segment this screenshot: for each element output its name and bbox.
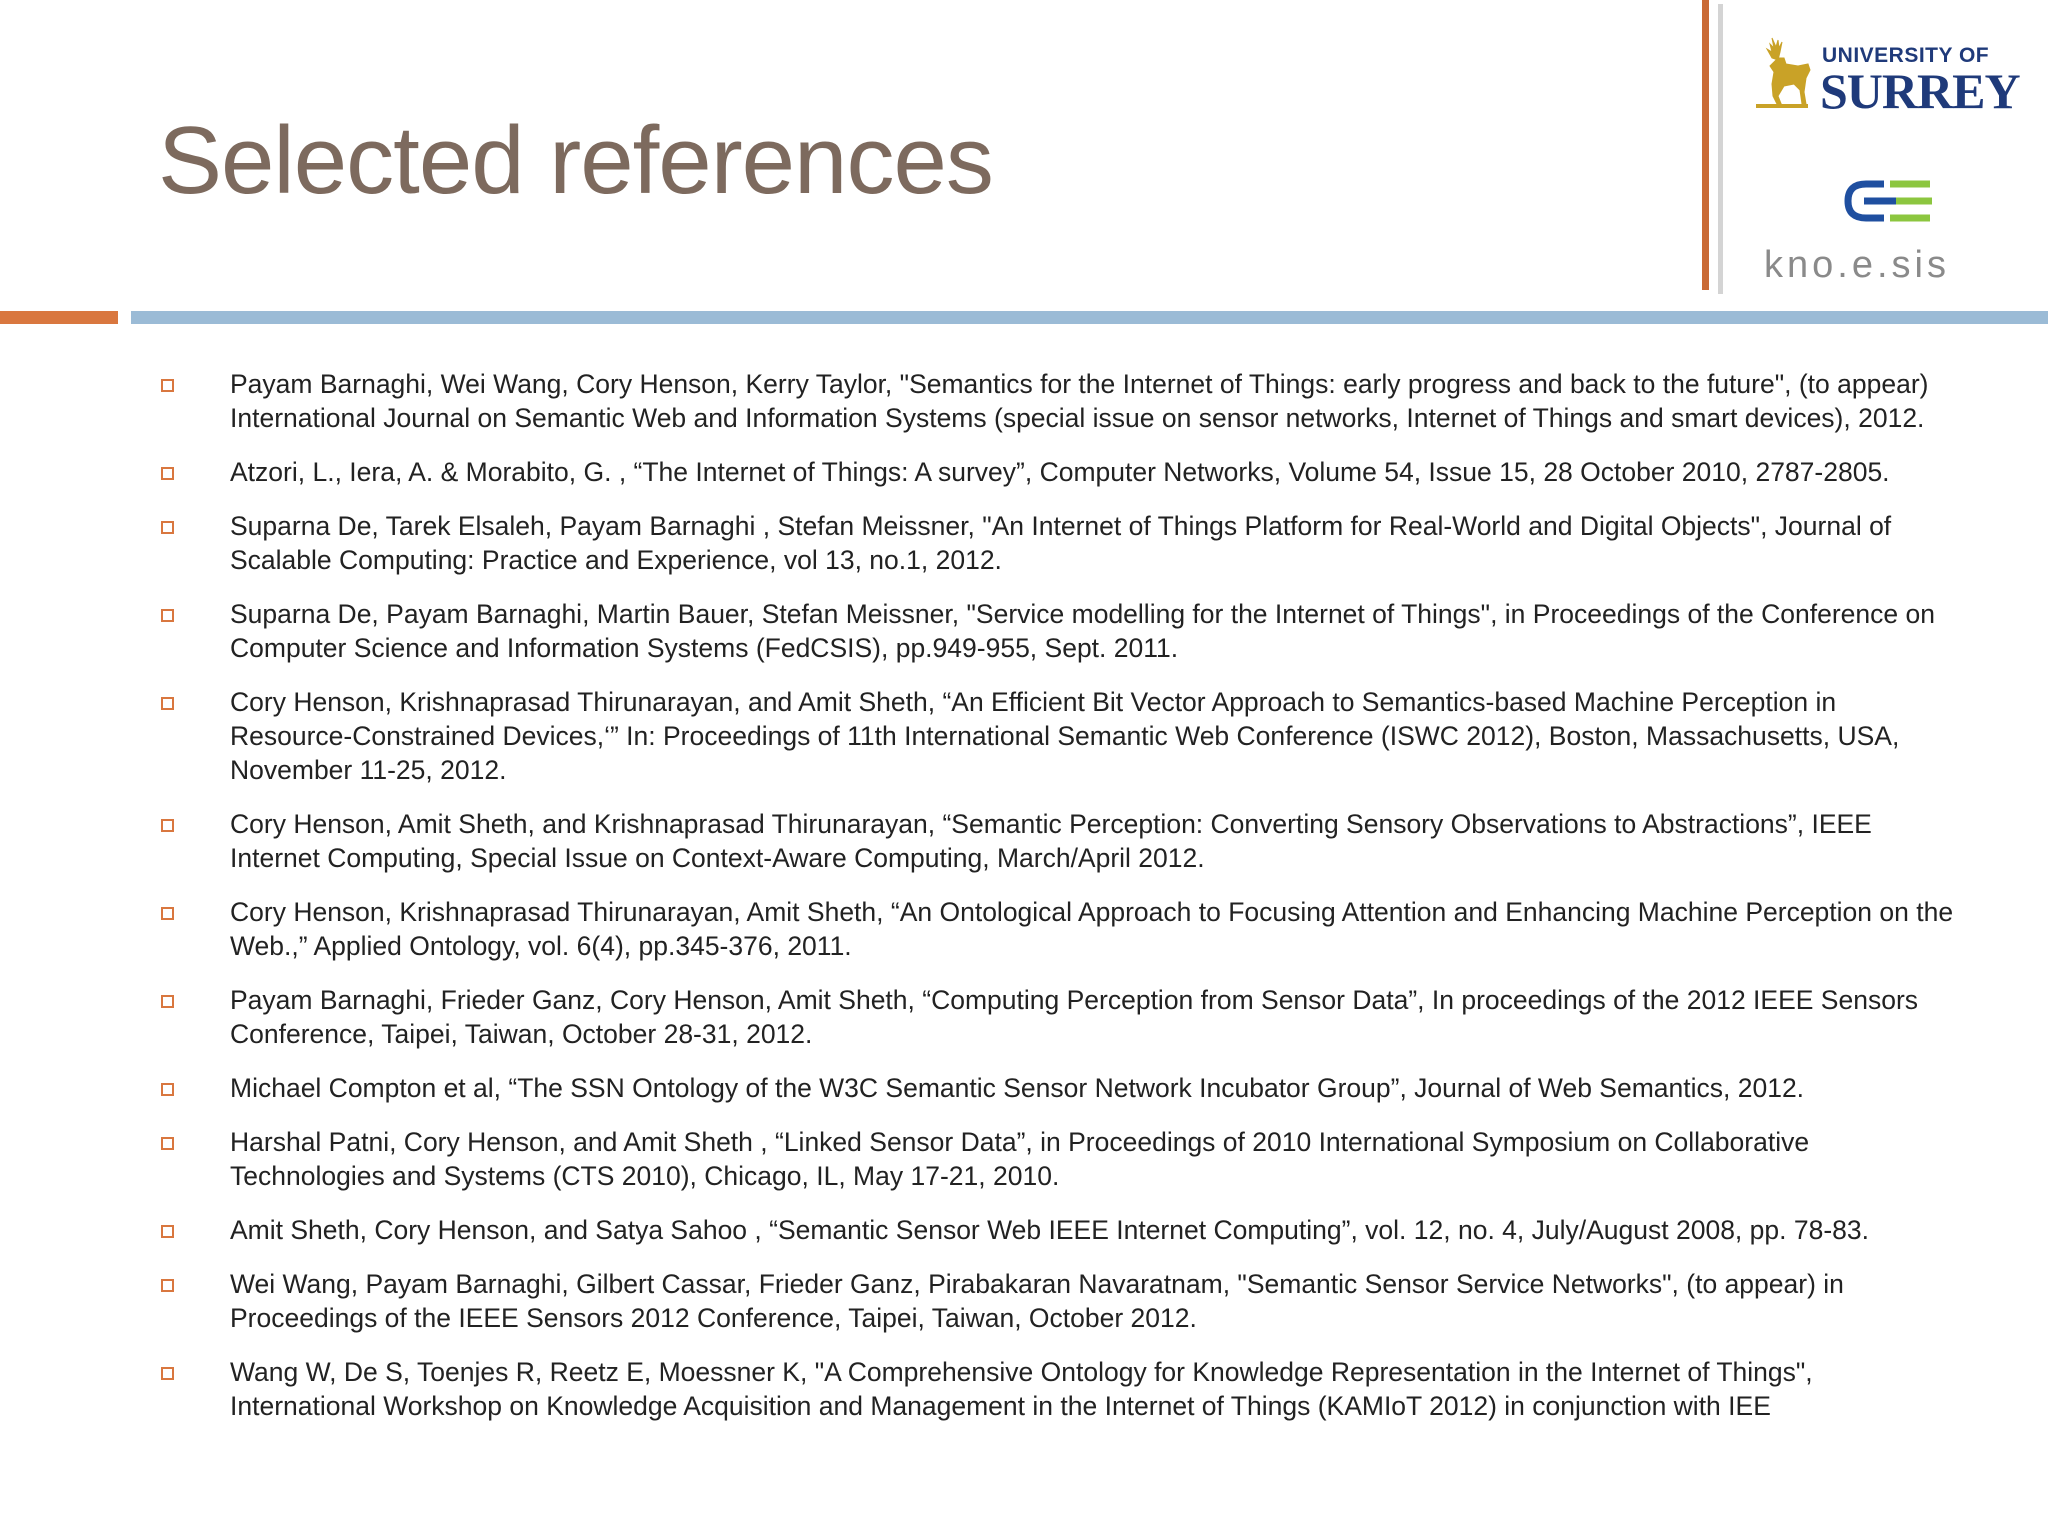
square-bullet-icon (161, 467, 174, 480)
square-bullet-icon (161, 521, 174, 534)
knoesis-logo-text: kno.e.sis (1764, 244, 1950, 286)
reference-text: Cory Henson, Krishnaprasad Thirunarayan, Amit Sheth, “An Ontological Approach to Focusing Attention and Enhancing Machine Perception on the Web.,” Applied Ontology, vol. 6(4), pp.345-376, 2011. (230, 897, 1954, 961)
knoesis-logo (1764, 180, 2004, 290)
square-bullet-icon (161, 1083, 174, 1096)
square-bullet-icon (161, 379, 174, 392)
square-bullet-icon (161, 1367, 174, 1380)
reference-item (158, 983, 1958, 1051)
header-divider-gray (1718, 4, 1723, 294)
surrey-logo-line1: UNIVERSITY OF (1822, 44, 1990, 67)
reference-text: Atzori, L., Iera, A. & Morabito, G. , “The Internet of Things: A survey”, Computer Networks, Volume 54, Issue 15, 28 October 2010, 2787-2805. (230, 457, 1890, 487)
square-bullet-icon (161, 1279, 174, 1292)
reference-item (158, 1267, 1958, 1335)
reference-text: Amit Sheth, Cory Henson, and Satya Sahoo , “Semantic Sensor Web IEEE Internet Computing”, vol. 12, no. 4, July/August 2008, pp. 78-83. (230, 1215, 1870, 1245)
reference-text: Wei Wang, Payam Barnaghi, Gilbert Cassar, Frieder Ganz, Pirabakaran Navaratnam, "Semantic Sensor Service Networks", (to appear) in Proceedings of the IEEE Sensors 2012 Conference, Taipei, Taiwan, October 2012. (230, 1269, 1844, 1333)
university-of-surrey-logo (1748, 34, 2020, 120)
header-divider-orange (1702, 0, 1709, 290)
reference-item (158, 895, 1958, 963)
square-bullet-icon (161, 1137, 174, 1150)
reference-text: Cory Henson, Krishnaprasad Thirunarayan, and Amit Sheth, “An Efficient Bit Vector Approach to Semantics-based Machine Perception in Resource-Constrained Devices,‘” In: Proceedings of 11th International Semantic Web Conference (ISWC 2012), Boston, Massachusetts, USA, November 11-25, 2012. (230, 687, 1900, 785)
knoesis-e-icon (1844, 180, 1936, 222)
reference-item (158, 685, 1958, 787)
reference-item (158, 1071, 1958, 1105)
title-underline-blue (131, 311, 2048, 324)
reference-list (158, 367, 1958, 1443)
reference-item (158, 807, 1958, 875)
reference-item (158, 455, 1958, 489)
surrey-logo-line2: SURREY (1820, 63, 2020, 119)
reference-text: Payam Barnaghi, Wei Wang, Cory Henson, Kerry Taylor, "Semantics for the Internet of Things: early progress and back to the future", (to appear) International Journal on Semantic Web and Information Systems (special issue on sensor networks, Internet of Things and smart devices), 2012. (230, 369, 1929, 433)
stag-icon (1748, 34, 1814, 114)
reference-text: Harshal Patni, Cory Henson, and Amit Sheth , “Linked Sensor Data”, in Proceedings of 2010 International Symposium on Collaborative Technologies and Systems (CTS 2010), Chicago, IL, May 17-21, 2010. (230, 1127, 1810, 1191)
reference-item (158, 1125, 1958, 1193)
square-bullet-icon (161, 819, 174, 832)
square-bullet-icon (161, 995, 174, 1008)
slide-title: Selected references (158, 107, 993, 214)
reference-text: Michael Compton et al, “The SSN Ontology of the W3C Semantic Sensor Network Incubator Group”, Journal of Web Semantics, 2012. (230, 1073, 1805, 1103)
title-underline-orange (0, 311, 118, 324)
square-bullet-icon (161, 907, 174, 920)
reference-item (158, 1355, 1958, 1423)
reference-text: Wang W, De S, Toenjes R, Reetz E, Moessner K, "A Comprehensive Ontology for Knowledge Representation in the Internet of Things", International Workshop on Knowledge Acquisition and Management in the Internet of Things (KAMIoT 2012) in conjunction with IEE (230, 1357, 1813, 1421)
reference-text: Payam Barnaghi, Frieder Ganz, Cory Henson, Amit Sheth, “Computing Perception from Sensor Data”, In proceedings of the 2012 IEEE Sensors Conference, Taipei, Taiwan, October 28-31, 2012. (230, 985, 1919, 1049)
reference-text: Cory Henson, Amit Sheth, and Krishnaprasad Thirunarayan, “Semantic Perception: Converting Sensory Observations to Abstractions”, IEEE Internet Computing, Special Issue on Context-Aware Computing, March/April 2012. (230, 809, 1872, 873)
reference-item (158, 367, 1958, 435)
reference-item (158, 1213, 1958, 1247)
reference-item (158, 597, 1958, 665)
reference-text: Suparna De, Payam Barnaghi, Martin Bauer, Stefan Meissner, "Service modelling for the Internet of Things", in Proceedings of the Conference on Computer Science and Information Systems (FedCSIS), pp.949-955, Sept. 2011. (230, 599, 1935, 663)
reference-text: Suparna De, Tarek Elsaleh, Payam Barnaghi , Stefan Meissner, "An Internet of Things Platform for Real-World and Digital Objects", Journal of Scalable Computing: Practice and Experience, vol 13, no.1, 2012. (230, 511, 1892, 575)
square-bullet-icon (161, 1225, 174, 1238)
reference-item (158, 509, 1958, 577)
square-bullet-icon (161, 609, 174, 622)
square-bullet-icon (161, 697, 174, 710)
